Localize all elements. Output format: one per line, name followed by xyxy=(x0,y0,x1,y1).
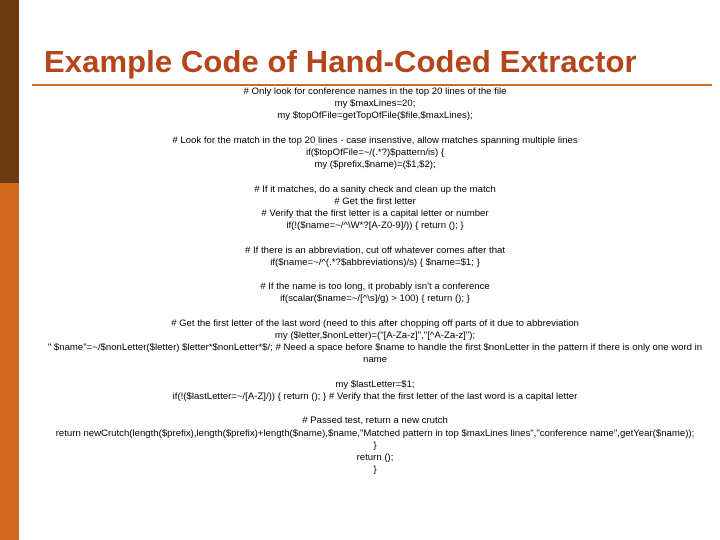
slide-title: Example Code of Hand-Coded Extractor xyxy=(44,44,637,79)
code-line: } xyxy=(373,439,377,451)
code-line: # Verify that the first letter is a capital letter or number xyxy=(261,208,489,219)
code-listing xyxy=(40,86,710,489)
code-block xyxy=(40,379,710,403)
code-line: # Get the first letter of the last word (need to this after chopping off parts of it due to abbreviation xyxy=(171,317,579,329)
code-line: return (); xyxy=(356,451,394,463)
code-line: if(scalar($name=~/[^\s]/g) > 100) { return (); } xyxy=(280,293,470,305)
code-line: my $lastLetter=$1; xyxy=(335,378,415,390)
code-block xyxy=(40,281,710,305)
code-block xyxy=(40,184,710,233)
code-line: # If it matches, do a sanity check and clean up the match xyxy=(254,183,496,195)
code-line: my $topOfFile=getTopOfFile($file,$maxLines); xyxy=(277,110,473,122)
code-line: # If the name is too long, it probably isn't a conference xyxy=(260,281,490,293)
code-line: my ($prefix,$name)=($1,$2); xyxy=(314,159,436,171)
code-block xyxy=(40,415,710,476)
code-line: # Only look for conference names in the top 20 lines of the file xyxy=(243,86,507,97)
code-block xyxy=(40,86,710,123)
code-block xyxy=(40,318,710,367)
code-line: if(!($lastLetter=~/[A-Z]/)) { return (); } # Verify that the first letter of the last word is a capital letter xyxy=(172,390,578,402)
code-line: my ($letter,$nonLetter)=("[A-Za-z]","[^A-Za-z]"); xyxy=(274,329,476,341)
code-line: # If there is an abbreviation, cut off whatever comes after that xyxy=(244,244,506,256)
code-block xyxy=(40,135,710,172)
code-line: " $name"=~/$nonLetter($letter) $letter*$nonLetter*$/; # Need a space before $name to handle the first $nonLetter in the pattern if there is only one word in name xyxy=(47,342,703,366)
code-block xyxy=(40,245,710,269)
code-line: if(!($name=~/^\W*?[A-Z0-9]/)) { return (); } xyxy=(286,220,464,232)
code-line: my $maxLines=20; xyxy=(334,98,416,110)
sidebar-dark-bar xyxy=(0,0,19,183)
sidebar-orange-bar xyxy=(0,183,19,540)
code-line: if($topOfFile=~/(.*?)$pattern/is) { xyxy=(305,147,445,158)
code-line: } xyxy=(373,464,377,476)
code-line: # Passed test, return a new crutch xyxy=(302,415,448,427)
code-line: if($name=~/^(.*?$abbreviations)/s) { $name=$1; } xyxy=(270,256,480,268)
code-line: # Get the first letter xyxy=(334,195,416,207)
code-line: return newCrutch(length($prefix),length($prefix)+length($name),$name,"Matched pattern in top $maxLines lines","conference name",getYear($name)); xyxy=(55,427,695,439)
code-line: # Look for the match in the top 20 lines - case insenstive, allow matches spanning multiple lines xyxy=(172,134,578,146)
